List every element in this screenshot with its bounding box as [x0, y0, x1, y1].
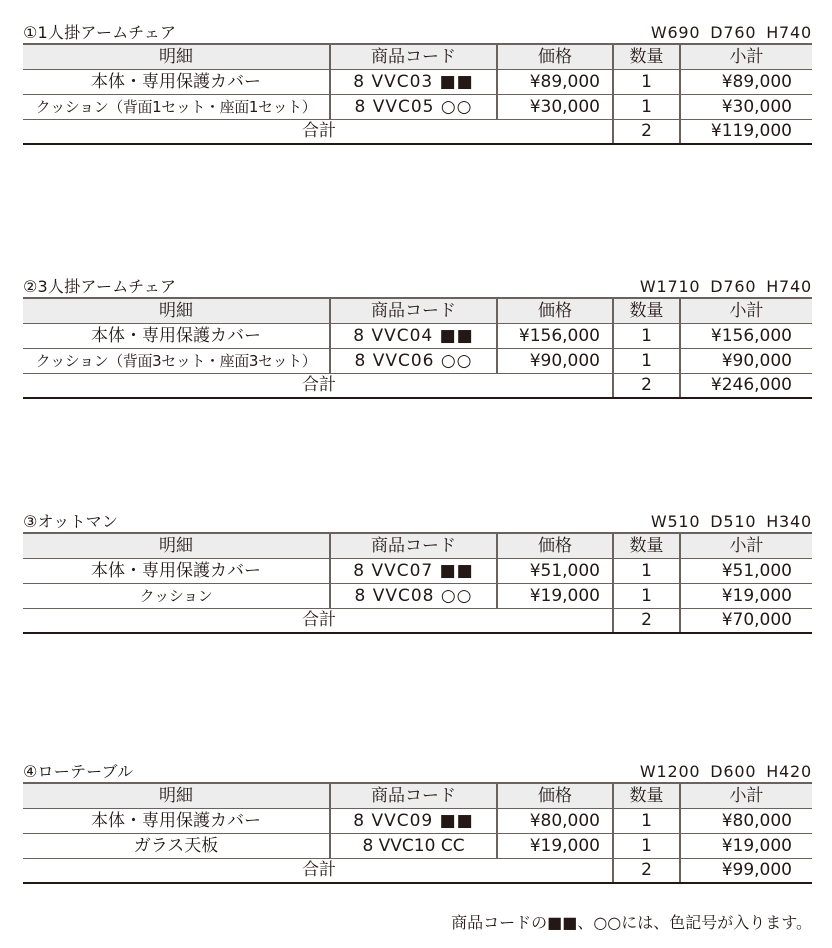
cell-quantity: 1	[613, 323, 680, 348]
cell-price: ¥19,000	[497, 583, 613, 608]
cell-price: ¥90,000	[497, 348, 613, 373]
cell-detail: クッション	[23, 583, 330, 608]
total-row	[23, 119, 812, 144]
total-label: 合計	[23, 858, 613, 883]
section-header	[23, 511, 812, 533]
section-armchair-3-seat	[23, 276, 812, 396]
table-header-row	[23, 44, 812, 69]
cell-quantity: 1	[613, 94, 680, 119]
cell-detail: 本体・専用保護カバー	[23, 323, 330, 348]
table-row	[23, 323, 812, 348]
cell-product-code: 8 VVC10 CC	[330, 833, 497, 858]
cell-product-code: 8 VVC08 ○○	[330, 583, 497, 608]
col-header-price: 価格	[497, 533, 613, 558]
total-row	[23, 858, 812, 883]
cell-detail: 本体・専用保護カバー	[23, 69, 330, 94]
cell-quantity: 1	[613, 558, 680, 583]
section-header	[23, 22, 812, 44]
table-row	[23, 69, 812, 94]
col-header-quantity: 数量	[613, 533, 680, 558]
table-row	[23, 833, 812, 858]
cell-quantity: 1	[613, 808, 680, 833]
section-armchair-1-seat	[23, 22, 812, 142]
col-header-quantity: 数量	[613, 298, 680, 323]
cell-price: ¥89,000	[497, 69, 613, 94]
col-header-detail: 明細	[23, 44, 330, 69]
cell-product-code: 8 VVC04 ■■	[330, 323, 497, 348]
section-header	[23, 276, 812, 298]
table-row	[23, 348, 812, 373]
cell-subtotal: ¥51,000	[680, 558, 812, 583]
section-header	[23, 761, 812, 783]
total-label: 合計	[23, 373, 613, 398]
section-dimensions: W1710 D760 H740	[639, 277, 812, 296]
total-subtotal: ¥246,000	[680, 373, 812, 398]
price-table	[23, 532, 812, 634]
section-title: ③オットマン	[23, 512, 119, 531]
total-quantity: 2	[613, 119, 680, 144]
cell-detail: 本体・専用保護カバー	[23, 558, 330, 583]
cell-subtotal: ¥19,000	[680, 833, 812, 858]
cell-subtotal: ¥19,000	[680, 583, 812, 608]
table-row	[23, 808, 812, 833]
section-dimensions: W510 D510 H340	[650, 512, 812, 531]
color-code-footnote: 商品コードの■■、○○には、色記号が入ります。	[451, 913, 812, 932]
col-header-product-code: 商品コード	[330, 298, 497, 323]
cell-quantity: 1	[613, 833, 680, 858]
cell-detail: ガラス天板	[23, 833, 330, 858]
cell-price: ¥19,000	[497, 833, 613, 858]
total-label: 合計	[23, 608, 613, 633]
cell-detail: クッション（背面1セット・座面1セット）	[23, 94, 330, 119]
col-header-subtotal: 小計	[680, 533, 812, 558]
col-header-price: 価格	[497, 298, 613, 323]
section-dimensions: W690 D760 H740	[650, 23, 812, 42]
cell-product-code: 8 VVC03 ■■	[330, 69, 497, 94]
total-row	[23, 608, 812, 633]
col-header-subtotal: 小計	[680, 44, 812, 69]
cell-price: ¥80,000	[497, 808, 613, 833]
section-low-table	[23, 761, 812, 881]
cell-product-code: 8 VVC06 ○○	[330, 348, 497, 373]
cell-subtotal: ¥156,000	[680, 323, 812, 348]
cell-price: ¥51,000	[497, 558, 613, 583]
cell-subtotal: ¥90,000	[680, 348, 812, 373]
cell-quantity: 1	[613, 69, 680, 94]
section-title: ④ローテーブル	[23, 762, 134, 781]
cell-detail: 本体・専用保護カバー	[23, 808, 330, 833]
cell-quantity: 1	[613, 583, 680, 608]
cell-product-code: 8 VVC05 ○○	[330, 94, 497, 119]
col-header-product-code: 商品コード	[330, 44, 497, 69]
table-header-row	[23, 533, 812, 558]
cell-price: ¥30,000	[497, 94, 613, 119]
section-title: ①1人掛アームチェア	[23, 23, 177, 42]
table-row	[23, 583, 812, 608]
col-header-detail: 明細	[23, 298, 330, 323]
col-header-price: 価格	[497, 783, 613, 808]
cell-subtotal: ¥30,000	[680, 94, 812, 119]
cell-subtotal: ¥89,000	[680, 69, 812, 94]
col-header-detail: 明細	[23, 533, 330, 558]
col-header-price: 価格	[497, 44, 613, 69]
col-header-detail: 明細	[23, 783, 330, 808]
section-dimensions: W1200 D600 H420	[639, 762, 812, 781]
col-header-product-code: 商品コード	[330, 533, 497, 558]
total-quantity: 2	[613, 608, 680, 633]
total-quantity: 2	[613, 373, 680, 398]
cell-subtotal: ¥80,000	[680, 808, 812, 833]
total-subtotal: ¥70,000	[680, 608, 812, 633]
col-header-quantity: 数量	[613, 44, 680, 69]
price-table	[23, 297, 812, 399]
total-subtotal: ¥119,000	[680, 119, 812, 144]
cell-price: ¥156,000	[497, 323, 613, 348]
total-row	[23, 373, 812, 398]
table-row	[23, 558, 812, 583]
table-header-row	[23, 298, 812, 323]
cell-detail: クッション（背面3セット・座面3セット）	[23, 348, 330, 373]
section-ottoman	[23, 511, 812, 631]
col-header-product-code: 商品コード	[330, 783, 497, 808]
price-table	[23, 782, 812, 884]
col-header-subtotal: 小計	[680, 783, 812, 808]
col-header-quantity: 数量	[613, 783, 680, 808]
cell-product-code: 8 VVC09 ■■	[330, 808, 497, 833]
cell-quantity: 1	[613, 348, 680, 373]
section-title: ②3人掛アームチェア	[23, 277, 177, 296]
table-header-row	[23, 783, 812, 808]
total-label: 合計	[23, 119, 613, 144]
total-subtotal: ¥99,000	[680, 858, 812, 883]
total-quantity: 2	[613, 858, 680, 883]
table-row	[23, 94, 812, 119]
col-header-subtotal: 小計	[680, 298, 812, 323]
cell-product-code: 8 VVC07 ■■	[330, 558, 497, 583]
price-table	[23, 43, 812, 145]
